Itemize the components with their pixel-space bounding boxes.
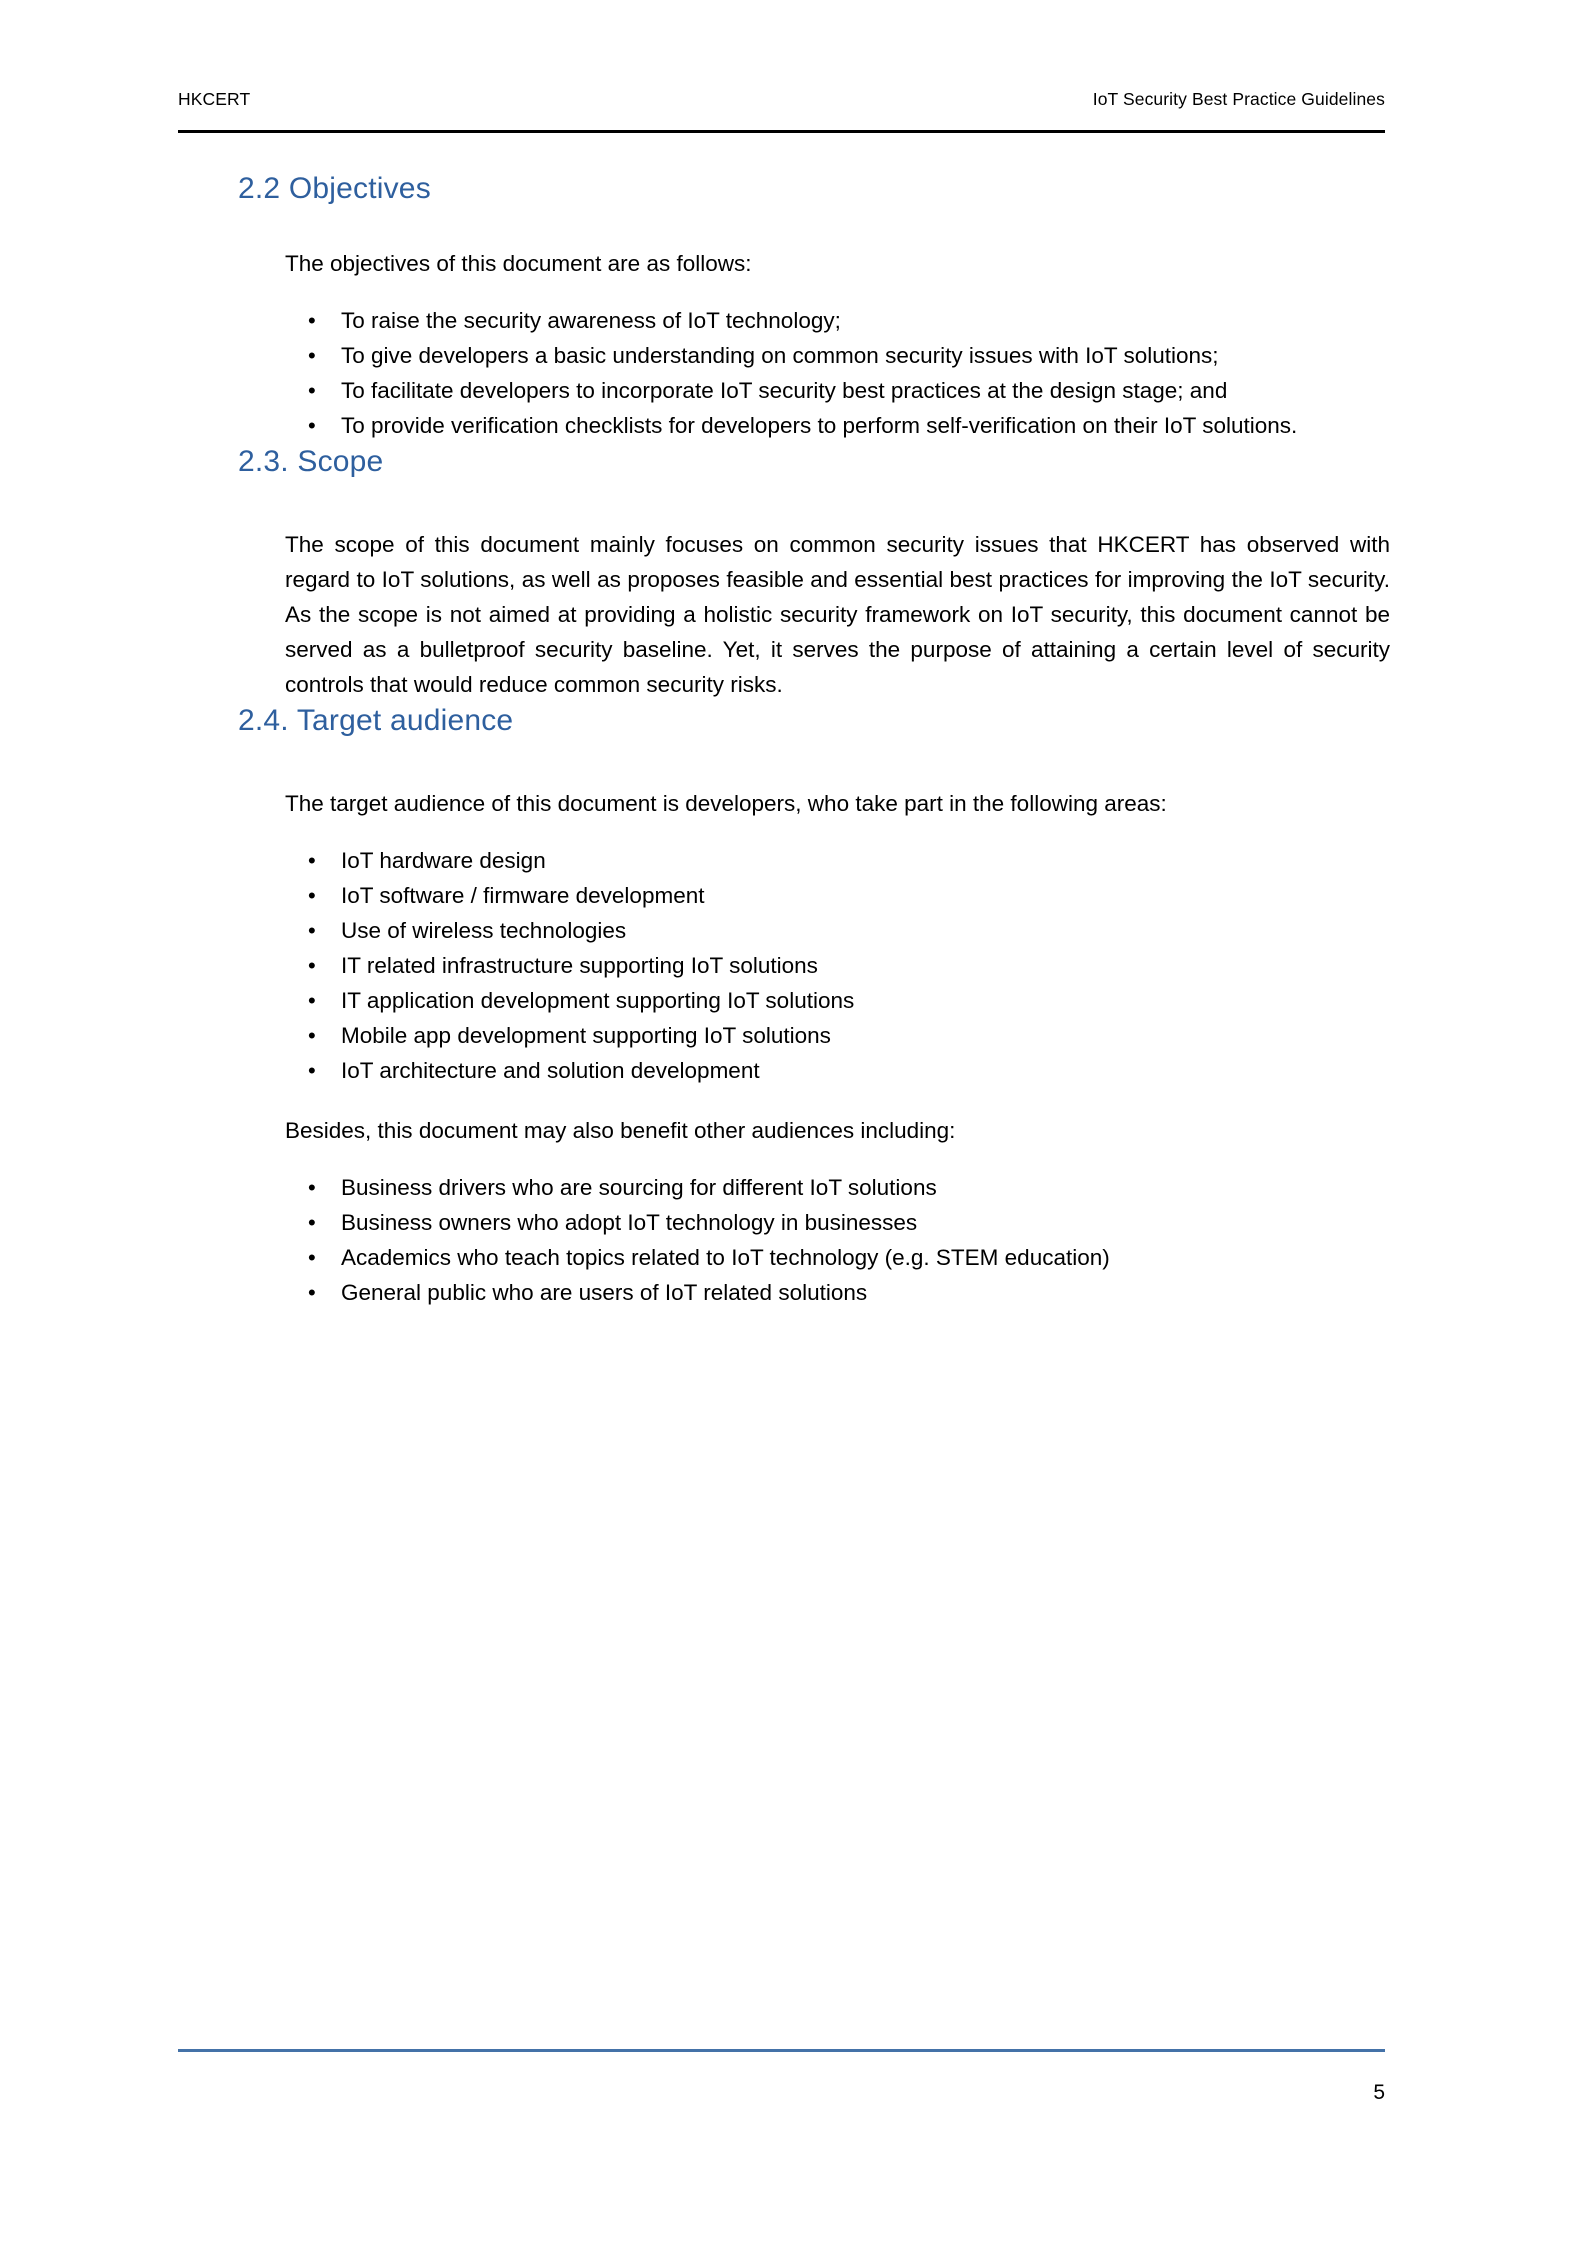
list-item [178, 338, 1390, 373]
bullet-icon [308, 1170, 318, 1205]
objectives-lead-paragraph: The objectives of this document are as follows: [285, 251, 752, 276]
list-item-label: To facilitate developers to incorporate IoT security best practices at the design stage; and [341, 378, 1228, 403]
bullet-icon [308, 948, 318, 983]
page-number: 5 [1373, 2081, 1385, 2104]
header-document-title: IoT Security Best Practice Guidelines [1092, 89, 1385, 109]
list-item-label: Mobile app development supporting IoT solutions [341, 1023, 831, 1048]
bullet-icon [308, 338, 318, 373]
bullet-icon [308, 878, 318, 913]
list-item [178, 408, 1390, 443]
bullet-icon [308, 913, 318, 948]
list-item [178, 303, 1390, 338]
bullet-icon [308, 1275, 318, 1310]
document-body [178, 170, 1390, 1310]
list-item-label: Business drivers who are sourcing for different IoT solutions [341, 1175, 937, 1200]
list-item-label: IoT hardware design [341, 848, 546, 873]
list-item [178, 1275, 1390, 1310]
page-footer [178, 2049, 1385, 2106]
bullet-icon [308, 983, 318, 1018]
objectives-bullet-list [178, 303, 1390, 443]
list-item-label: To provide verification checklists for developers to perform self-verification on their IoT solutions. [341, 413, 1298, 438]
list-item [178, 1170, 1390, 1205]
header-organisation: HKCERT [178, 89, 251, 109]
list-item [178, 1053, 1390, 1088]
bullet-icon [308, 1240, 318, 1275]
bullet-icon [308, 408, 318, 443]
footer-divider [178, 2049, 1385, 2052]
heading-target-audience: 2.4. Target audience [238, 704, 514, 737]
list-item-label: IoT software / firmware development [341, 883, 705, 908]
list-item [178, 878, 1390, 913]
list-item [178, 983, 1390, 1018]
list-item-label: IoT architecture and solution development [341, 1058, 760, 1083]
bullet-icon [308, 1053, 318, 1088]
list-item [178, 843, 1390, 878]
besides-lead-paragraph: Besides, this document may also benefit other audiences including: [285, 1118, 956, 1143]
target-audience-bullet-list [178, 843, 1390, 1088]
page-header [178, 88, 1385, 133]
list-item-label: IT related infrastructure supporting IoT solutions [341, 953, 818, 978]
list-item-label: Academics who teach topics related to IoT technology (e.g. STEM education) [341, 1245, 1110, 1270]
list-item-label: Use of wireless technologies [341, 918, 627, 943]
list-item-label: To raise the security awareness of IoT technology; [341, 308, 841, 333]
bullet-icon [308, 1205, 318, 1240]
list-item [178, 1205, 1390, 1240]
heading-scope: 2.3. Scope [238, 445, 384, 478]
list-item [178, 948, 1390, 983]
list-item-label: To give developers a basic understanding on common security issues with IoT solutions; [341, 343, 1219, 368]
list-item [178, 913, 1390, 948]
list-item [178, 373, 1390, 408]
besides-bullet-list [178, 1170, 1390, 1310]
bullet-icon [308, 373, 318, 408]
bullet-icon [308, 843, 318, 878]
list-item-label: Business owners who adopt IoT technology in businesses [341, 1210, 918, 1235]
scope-paragraph: The scope of this document mainly focuses on common security issues that HKCERT has observed with regard to IoT solutions, as well as proposes feasible and essential best practices for improving the IoT security. As the scope is not aimed at providing a holistic security framework on IoT security, this document cannot be served as a bulletproof security baseline. Yet, it serves the purpose of attaining a certain level of security controls that would reduce common security risks. [285, 532, 1390, 697]
list-item-label: IT application development supporting IoT solutions [341, 988, 855, 1013]
heading-objectives: 2.2 Objectives [238, 172, 431, 205]
list-item [178, 1018, 1390, 1053]
list-item [178, 1240, 1390, 1275]
bullet-icon [308, 1018, 318, 1053]
bullet-icon [308, 303, 318, 338]
target-audience-lead-paragraph: The target audience of this document is developers, who take part in the following areas: [285, 791, 1167, 816]
list-item-label: General public who are users of IoT related solutions [341, 1280, 868, 1305]
